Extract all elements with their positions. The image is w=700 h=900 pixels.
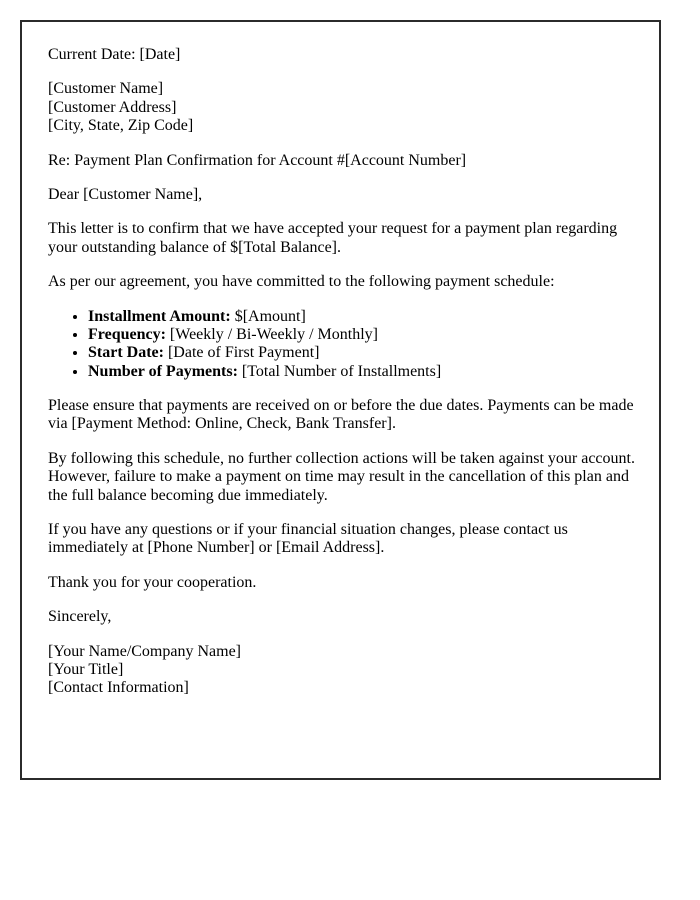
schedule-item-installment-amount — [88, 308, 637, 326]
schedule-item-number-of-payments — [88, 363, 637, 381]
salutation: Dear [Customer Name], — [48, 185, 203, 203]
schedule-item-value: [Total Number of Installments] — [241, 362, 442, 380]
closing-line: Sincerely, — [48, 608, 112, 626]
recipient-block — [48, 80, 637, 135]
schedule-intro-paragraph: As per our agreement, you have committed to the following payment schedule: — [48, 273, 555, 291]
schedule-item-value: [Date of First Payment] — [167, 344, 320, 362]
recipient-name-line: [Customer Name] — [48, 80, 164, 98]
schedule-item-frequency — [88, 326, 637, 344]
compliance-paragraph: By following this schedule, no further collection actions will be taken against your account. However, failure to make a payment on time may result in the cancellation of this plan and the full balance becoming due immediately. — [48, 449, 635, 504]
recipient-city-line: [City, State, Zip Code] — [48, 117, 194, 135]
recipient-address-line: [Customer Address] — [48, 98, 177, 116]
signature-name-line: [Your Name/Company Name] — [48, 642, 242, 660]
schedule-item-label: Installment Amount: — [88, 307, 231, 325]
payment-schedule-list — [48, 308, 637, 382]
letter-document-frame — [20, 20, 661, 780]
schedule-item-label: Frequency: — [88, 325, 166, 343]
signature-contact-line: [Contact Information] — [48, 679, 189, 697]
intro-paragraph: This letter is to confirm that we have accepted your request for a payment plan regarding your outstanding balance of $[Total Balance]. — [48, 220, 618, 256]
signature-block — [48, 643, 637, 698]
schedule-item-label: Number of Payments: — [88, 362, 238, 380]
subject-line: Re: Payment Plan Confirmation for Account #[Account Number] — [48, 151, 467, 169]
contact-paragraph: If you have any questions or if your financial situation changes, please contact us immediately at [Phone Number] or [Email Address]. — [48, 521, 568, 557]
schedule-item-value: [Weekly / Bi-Weekly / Monthly] — [169, 325, 378, 343]
schedule-item-label: Start Date: — [88, 344, 164, 362]
schedule-item-value: $[Amount] — [234, 307, 306, 325]
schedule-item-start-date — [88, 344, 637, 362]
payment-method-paragraph: Please ensure that payments are received on or before the due dates. Payments can be made via [Payment Method: Online, Check, Bank Transfer]. — [48, 397, 634, 433]
signature-title-line: [Your Title] — [48, 660, 124, 678]
thanks-paragraph: Thank you for your cooperation. — [48, 573, 257, 591]
date-line: Current Date: [Date] — [48, 46, 181, 63]
